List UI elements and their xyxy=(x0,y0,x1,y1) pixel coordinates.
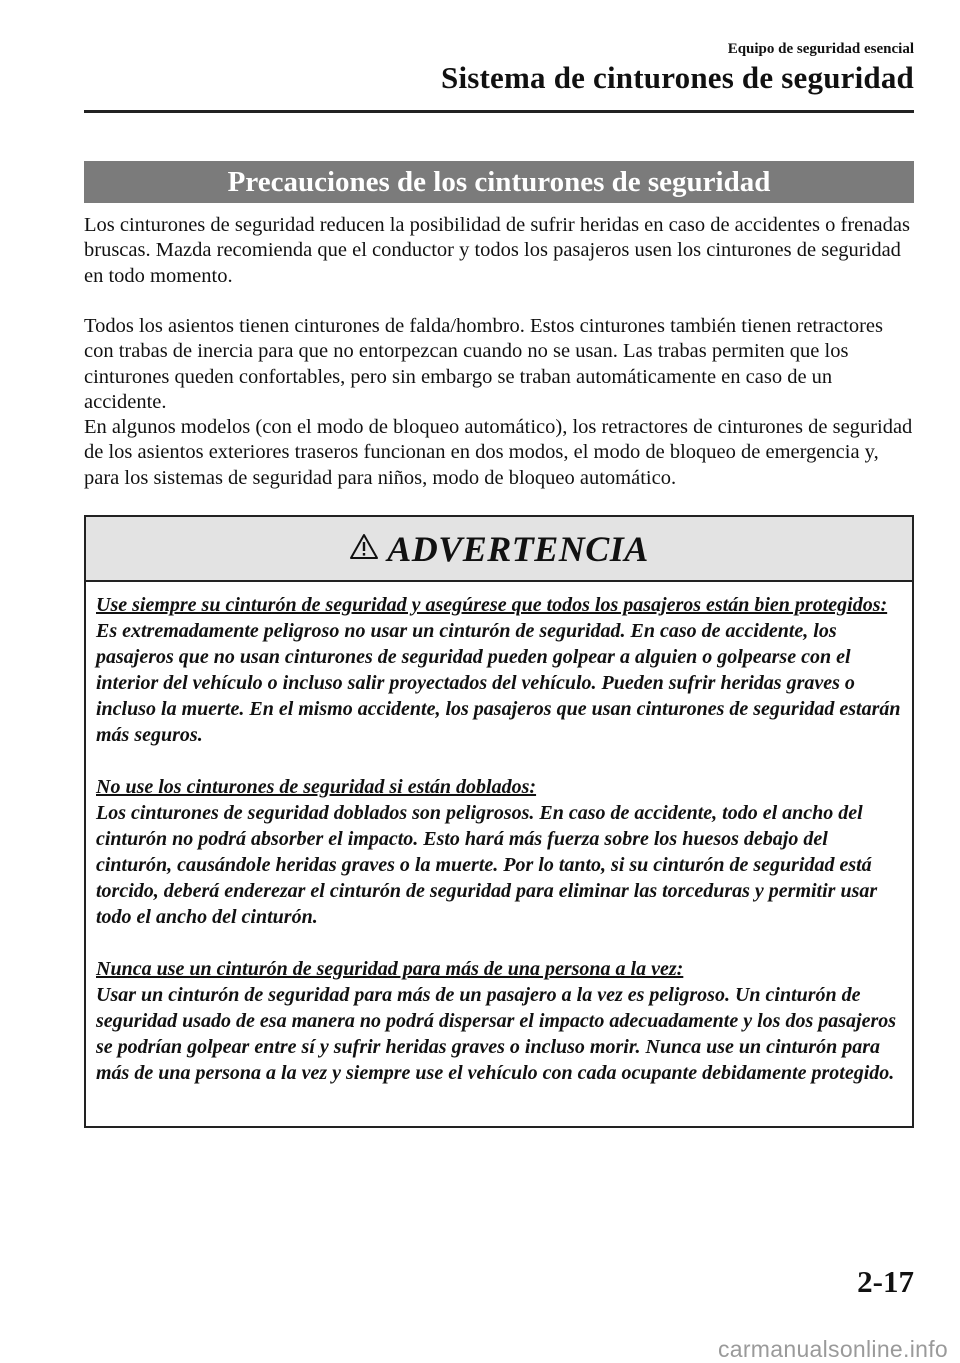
warning-item-heading: Nunca use un cinturón de seguridad para más de una persona a la vez: xyxy=(96,958,684,980)
header-chapter: Equipo de seguridad esencial xyxy=(727,41,914,57)
section-title: Precauciones de los cinturones de seguridad xyxy=(227,165,771,198)
warning-title: ADVERTENCIA xyxy=(387,528,649,569)
warning-item-heading: Use siempre su cinturón de seguridad y asegúrese que todos los pasajeros están bien protegidos: xyxy=(96,594,888,616)
warning-triangle-icon xyxy=(349,533,379,560)
header-section-title: Sistema de cinturones de seguridad xyxy=(441,60,914,95)
header-divider xyxy=(84,110,914,113)
warning-item-text: Los cinturones de seguridad doblados son peligrosos. En caso de accidente, todo el ancho del cinturón no podrá absorber el impacto. Esto hará más fuerza sobre los huesos debajo del cinturón, causándole heridas graves o la muerte. Por lo tanto, si su cinturón de seguridad está torcido, deberá enderezar el cinturón de seguridad para eliminar las torceduras y permitir usar todo el ancho del cinturón. xyxy=(96,802,878,928)
section-title-band xyxy=(84,161,914,203)
warning-item-text: Usar un cinturón de seguridad para más de un pasajero a la vez es peligroso. Un cinturón de seguridad usado de esa manera no podrá dispersar el impacto adecuadamente y los dos pasajeros se podrían golpear entre sí y sufrir heridas graves o incluso morir. Nunca use un cinturón para más de una persona a la vez y siempre use el vehículo con cada ocupante debidamente protegido. xyxy=(96,984,897,1084)
warning-body xyxy=(86,582,912,1086)
warning-item xyxy=(96,592,902,748)
warning-item xyxy=(96,956,902,1086)
warning-header xyxy=(86,517,912,582)
warning-box xyxy=(84,515,914,1128)
warning-item xyxy=(96,774,902,930)
warning-item-heading: No use los cinturones de seguridad si están doblados: xyxy=(96,776,537,798)
body-paragraph-3: En algunos modelos (con el modo de bloqueo automático), los retractores de cinturones de seguridad de los asientos exteriores traseros funcionan en dos modos, el modo de bloqueo de emergencia y, para los sistemas de seguridad para niños, modo de bloqueo automático. xyxy=(84,416,913,489)
page-number: 2-17 xyxy=(857,1264,914,1299)
body-paragraph-1: Los cinturones de seguridad reducen la posibilidad de sufrir heridas en caso de accidentes o frenadas bruscas. Mazda recomienda que el conductor y todos los pasajeros usen los cinturones de seguridad en todo momento. xyxy=(84,214,910,287)
body-paragraph-2: Todos los asientos tienen cinturones de falda/hombro. Estos cinturones también tienen retractores con trabas de inercia para que no entorpezcan cuando no se usan. Las trabas permiten que los cinturones queden confortables, pero sin embargo se traban automáticamente en caso de un accidente. xyxy=(84,315,883,413)
watermark-text: carmanualsonline.info xyxy=(717,1336,948,1362)
warning-item-text: Es extremadamente peligroso no usar un cinturón de seguridad. En caso de accidente, los pasajeros que no usan cinturones de seguridad pueden golpear a alguien o golpearse con el interior del vehículo o incluso salir proyectados del vehículo. Pueden sufrir heridas graves o incluso la muerte. En el mismo accidente, los pasajeros que usan cinturones de seguridad estarán más seguros. xyxy=(96,620,901,746)
